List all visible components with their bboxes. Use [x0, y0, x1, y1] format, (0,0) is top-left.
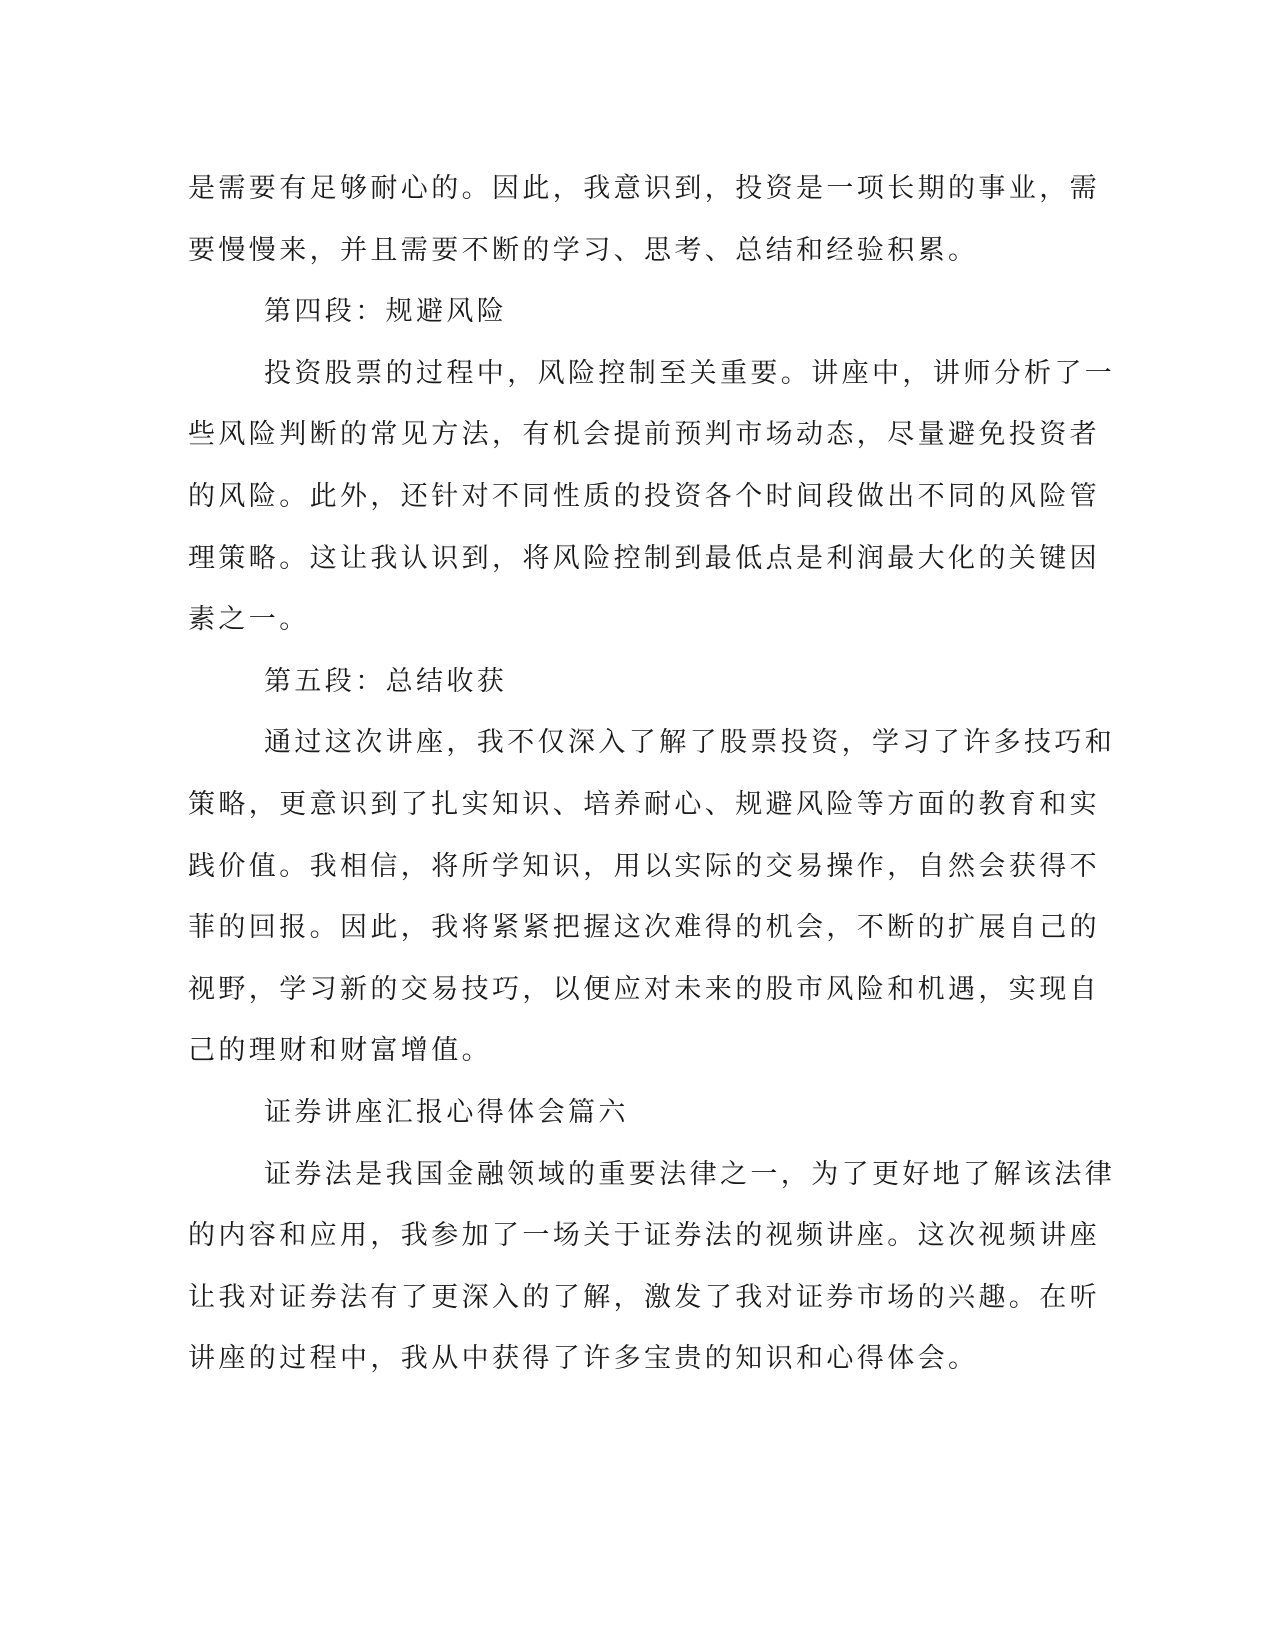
- paragraph-line: 菲的回报。因此，我将紧紧把握这次难得的机会，不断的扩展自己的: [188, 912, 1100, 944]
- paragraph-line: 理策略。这让我认识到，将风险控制到最低点是利润最大化的关键因: [188, 542, 1100, 574]
- paragraph-line: 通过这次讲座，我不仅深入了解了股票投资，学习了许多技巧和: [264, 727, 1116, 759]
- paragraph-line: 己的理财和财富增值。: [188, 1035, 492, 1067]
- paragraph-line: 些风险判断的常见方法，有机会提前预判市场动态，尽量避免投资者: [188, 419, 1100, 451]
- paragraph-line: 证券法是我国金融领域的重要法律之一，为了更好地了解该法律: [264, 1158, 1116, 1190]
- paragraph-line: 视野，学习新的交易技巧，以便应对未来的股市风险和机遇，实现自: [188, 973, 1100, 1005]
- paragraph-line: 的风险。此外，还针对不同性质的投资各个时间段做出不同的风险管: [188, 480, 1100, 512]
- paragraph-line: 践价值。我相信，将所学知识，用以实际的交易操作，自然会获得不: [188, 850, 1100, 882]
- paragraph-line: 是需要有足够耐心的。因此，我意识到，投资是一项长期的事业，需: [188, 173, 1100, 204]
- section-heading: 第四段：规避风险: [264, 296, 508, 328]
- paragraph-line: 讲座的过程中，我从中获得了许多宝贵的知识和心得体会。: [188, 1343, 979, 1375]
- paragraph-line: 素之一。: [188, 604, 310, 636]
- paragraph-line: 要慢慢来，并且需要不断的学习、思考、总结和经验积累。: [188, 234, 979, 266]
- paragraph-line: 让我对证券法有了更深入的了解，激发了我对证券市场的兴趣。在听: [188, 1281, 1100, 1313]
- paragraph-line: 的内容和应用，我参加了一场关于证券法的视频讲座。这次视频讲座: [188, 1220, 1100, 1252]
- paragraph-line: 投资股票的过程中，风险控制至关重要。讲座中，讲师分析了一: [264, 357, 1116, 389]
- section-heading: 证券讲座汇报心得体会篇六: [264, 1096, 629, 1128]
- document-body: [188, 158, 1116, 1390]
- section-heading: 第五段：总结收获: [264, 665, 508, 697]
- paragraph-line: 策略，更意识到了扎实知识、培养耐心、规避风险等方面的教育和实: [188, 788, 1100, 820]
